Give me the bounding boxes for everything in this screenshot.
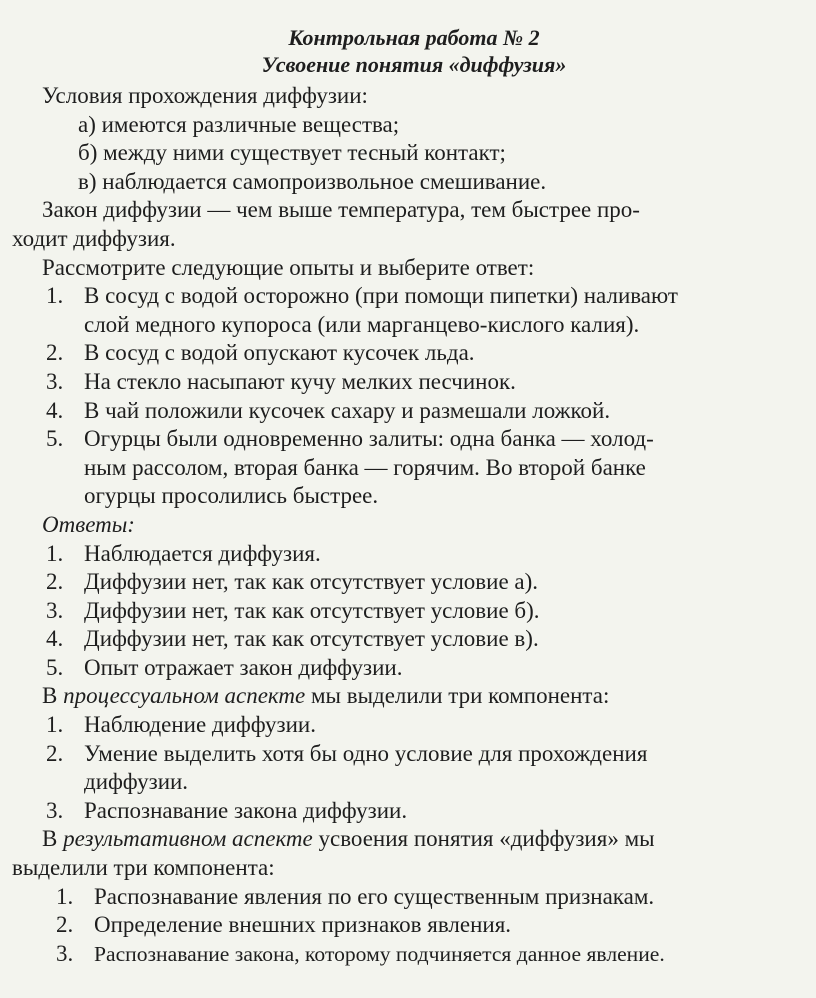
experiment-item xyxy=(12,282,782,339)
experiment-item xyxy=(12,397,782,426)
answer-4: Диффузии нет, так как отсутствует условие в). xyxy=(84,626,539,652)
process-item xyxy=(12,740,782,797)
law-line-2: ходит диффузия. xyxy=(12,225,176,251)
process-3: Распознавание закона диффузии. xyxy=(84,797,408,823)
experiment-1-line-2: слой медного купороса (или марганцево-кислого калия). xyxy=(84,311,640,337)
item-number: 4. xyxy=(46,397,64,423)
item-number: 3. xyxy=(46,368,64,394)
item-number: 2. xyxy=(46,740,64,766)
answer-3: Диффузии нет, так как отсутствует условие б). xyxy=(84,597,540,623)
item-number: 3. xyxy=(46,797,64,823)
process-item xyxy=(12,711,782,740)
item-number: 4. xyxy=(46,626,64,652)
item-number: 1. xyxy=(46,540,64,566)
item-number: 1. xyxy=(46,712,64,738)
result-3: Распознавание закона, которому подчиняется данное явление. xyxy=(94,941,665,966)
answer-2: Диффузии нет, так как отсутствует условие а). xyxy=(84,569,539,595)
answer-item xyxy=(12,654,782,683)
result-heading: В результативном аспекте усвоения понятия «диффузия» мы xyxy=(42,826,655,852)
answer-5: Опыт отражает закон диффузии. xyxy=(84,654,403,680)
item-number: 3. xyxy=(56,940,74,966)
law-line-1: Закон диффузии — чем выше температура, тем быстрее про- xyxy=(42,197,640,223)
item-number: 3. xyxy=(46,597,64,623)
experiment-5-line-1: Огурцы были одновременно залиты: одна банка — холод- xyxy=(84,426,654,452)
answers-heading: Ответы: xyxy=(42,511,135,537)
process-1: Наблюдение диффузии. xyxy=(84,712,316,738)
item-number: 2. xyxy=(56,912,74,938)
process-heading: В процессуальном аспекте мы выделили три компонента: xyxy=(42,683,610,709)
item-number: 5. xyxy=(46,654,64,680)
result-heading-line-2: выделили три компонента: xyxy=(12,855,275,881)
condition-b: б) между ними существует тесный контакт; xyxy=(78,140,506,166)
answer-item xyxy=(12,597,782,626)
title-line-1: Контрольная работа № 2 xyxy=(288,25,540,50)
conditions-heading: Условия прохождения диффузии: xyxy=(42,83,368,108)
experiment-1-line-1: В сосуд с водой осторожно (при помощи пипетки) наливают xyxy=(84,283,678,309)
experiment-5-line-2: ным рассолом, вторая банка — горячим. Во второй банке xyxy=(84,454,646,480)
experiment-3: На стекло насыпают кучу мелких песчинок. xyxy=(84,368,516,394)
experiment-item xyxy=(12,425,782,511)
item-number: 1. xyxy=(46,283,64,309)
process-item xyxy=(12,797,782,826)
experiments-heading: Рассмотрите следующие опыты и выберите ответ: xyxy=(42,254,535,280)
item-number: 5. xyxy=(46,426,64,452)
experiment-item xyxy=(12,339,782,368)
result-1: Распознавание явления по его существенным признакам. xyxy=(94,883,655,909)
result-item xyxy=(12,940,782,969)
experiment-item xyxy=(12,368,782,397)
item-number: 2. xyxy=(46,569,64,595)
answer-item xyxy=(12,568,782,597)
answer-item xyxy=(12,625,782,654)
result-item xyxy=(12,911,782,940)
item-number: 1. xyxy=(56,883,74,909)
condition-a: а) имеются различные вещества; xyxy=(78,111,400,137)
experiment-4: В чай положили кусочек сахару и размешали ложкой. xyxy=(84,397,611,423)
item-number: 2. xyxy=(46,340,64,366)
experiment-5-line-3: огурцы просолились быстрее. xyxy=(84,483,379,509)
process-2-line-1: Умение выделить хотя бы одно условие для прохождения xyxy=(84,740,648,766)
title-line-2: Усвоение понятия «диффузия» xyxy=(261,52,567,77)
answer-1: Наблюдается диффузия. xyxy=(84,540,321,566)
process-2-line-2: диффузии. xyxy=(84,769,189,795)
result-2: Определение внешних признаков явления. xyxy=(94,912,512,938)
condition-c: в) наблюдается самопроизвольное смешивание. xyxy=(78,168,547,194)
experiment-2: В сосуд с водой опускают кусочек льда. xyxy=(84,340,475,366)
result-item xyxy=(12,883,782,912)
answer-item xyxy=(12,540,782,569)
